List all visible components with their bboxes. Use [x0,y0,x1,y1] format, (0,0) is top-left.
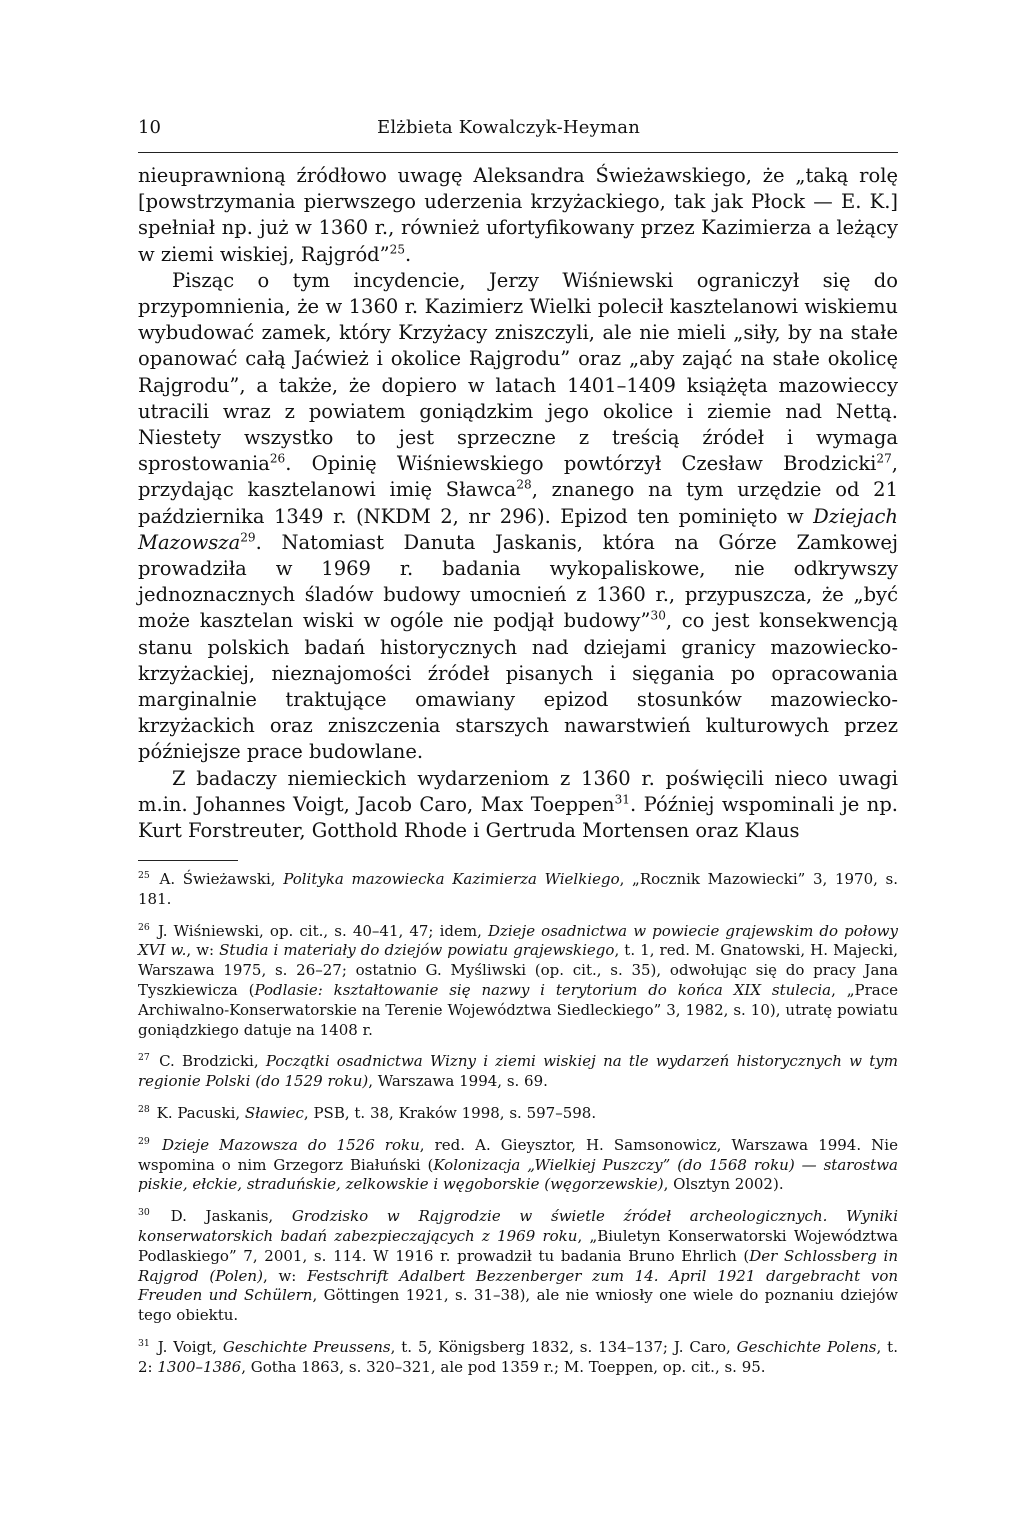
italic-title: Geschichte Preussens [222,1337,391,1356]
footnote-ref-29[interactable]: 29 [240,530,256,545]
italic-title: Polityka mazowiecka Kazimierza Wielkiego [283,870,620,888]
text-run: nieuprawnioną źródłowo uwagę Aleksandra Świeżawskiego, że „taką rolę [powstrzymania pierwszego uderzenia krzyżackiego, tak jak Płock — E. K.] spełniał np. już w 1360 r., również ufortyfikowany przez Kazimierza a leżący w ziemi wiskiej, Rajgród” [138,164,898,266]
italic-title: Dziejach Mazowsza [138,504,898,554]
text-run: J. Voigt, [157,1337,223,1356]
footnote-ref-25[interactable]: 25 [389,242,406,257]
text-run: , przydając kasztelanowi imię Sławca [138,452,898,502]
italic-title: Podlasie: kształtowanie się nazwy i terytorium do końca XIX stulecia [254,980,832,999]
text-run: , w: [186,941,220,960]
text-run: J. Wiśniewski, op. cit., s. 40–41, 47; idem, [157,921,488,940]
footnotes [138,870,898,1390]
italic-title: Dzieje osadnictwa w powiecie grajewskim do połowy XVI w. [138,921,898,960]
footnote-number: 29 [138,1135,150,1147]
text-run: , t. 1, red. M. Gnatowski, H. Majecki, Warszawa 1975, s. 26–27; ostatnio G. Myśliwski (op. cit., s. 35), odwołując się do pracy Jana Tyszkiewicza ( [138,941,898,999]
italic-title: Sławiec [244,1103,304,1122]
footnote-30 [138,1207,898,1326]
text-run: , t. 2: [138,1337,898,1376]
footnote-28 [138,1104,898,1124]
text-run: , red. A. Gieysztor, H. Samsonowicz, Warszawa 1994. Nie wspomina o nim Grzegorz Białuński ( [138,1135,898,1174]
footnote-29 [138,1136,898,1195]
text-run: , Göttingen 1921, s. 31–38), ale nie wniosły one wiele do poznaniu dziejów tego obiektu. [138,1286,899,1325]
footnote-ref-31[interactable]: 31 [614,792,630,807]
text-run: , znanego na tym urzędzie od 21 października 1349 r. (NKDM 2, nr 296). Epizod ten pominięto w [138,478,898,528]
footnote-ref-27[interactable]: 27 [876,451,892,466]
text-run: . Później wspominali je np. Kurt Forstreuter, Gotthold Rhode i Gertruda Mortensen oraz Klaus [138,792,899,843]
text-run: , w: [262,1266,308,1285]
text-run: A. Świeżawski, [159,870,284,888]
paragraph-2 [138,268,898,766]
text-run: , „Rocznik Mazowiecki” 3, 1970, s. 181. [138,870,899,908]
main-text [138,163,898,844]
footnote-27 [138,1052,898,1092]
page-number: 10 [138,117,161,138]
text-run: Pisząc o tym incydencie, Jerzy Wiśniewski ograniczył się do przypomnienia, że w 1360 r. Kazimierz Wielki polecił kasztelanowi wiskiemu wybudować zamek, który Krzyżacy zniszczyli, ale nie mieli „siły, by na stałe opanować całą Jaćwież i okolice Rajgrodu” oraz „aby zająć na stałe okolicę Rajgrodu”, a także, że dopiero w latach 1401–1409 książęta mazowieccy utracili wraz z powiatem goniądzkim jego okolice i ziemie nad Nettą. Niestety wszystko to jest sprzeczne z treścią źródeł i wymaga sprostowania [138,268,898,476]
text-run: , t. 5, Königsberg 1832, s. 134–137; J. Caro, [390,1337,737,1356]
italic-title: Festschrift Adalbert Bezzenberger zum 14. April 1921 dargebracht von Freuden und Schülern [138,1266,899,1305]
footnote-26 [138,922,898,1041]
text-run: C. Brodzicki, [159,1052,266,1071]
footnote-number: 31 [138,1337,150,1349]
text-run: . Natomiast Danuta Jaskanis, która na Górze Zamkowej prowadziła w 1969 r. badania wykopaliskowe, nie odkrywszy jednoznacznych śladów budowy umocnień z 1360 r., przypuszcza, że „być może kasztelan wiski w ogóle nie podjął budowy” [138,530,898,633]
text-run: , PSB, t. 38, Kraków 1998, s. 597–598. [303,1103,597,1122]
text-run: . [405,242,412,266]
text-run: , „Biuletyn Konserwatorski Województwa Podlaskiego” 7, 2001, s. 114. W 1916 r. prowadził tu badania Bruno Ehrlich ( [138,1226,898,1265]
running-head-author: Elżbieta Kowalczyk-Heyman [376,117,640,138]
footnote-ref-30[interactable]: 30 [650,608,666,623]
text-run: , Warszawa 1994, s. 69. [368,1072,548,1091]
footnote-31 [138,1338,898,1378]
header-rule [138,152,898,153]
italic-title: Dzieje Mazowsza do 1526 roku [161,1135,420,1154]
text-run: D. Jaskanis, [170,1207,292,1226]
italic-title: 1300–1386 [157,1357,242,1376]
paragraph-1 [138,163,898,268]
italic-title: Grodzisko w Rajgrodzie w świetle źródeł archeologicznych. Wyniki konserwatorskich badań zabezpieczających z 1969 roku [138,1207,899,1245]
text-run: , Olsztyn 2002). [663,1175,784,1194]
text-run: , Gotha 1863, s. 320–321, ale pod 1359 r.; M. Toeppen, op. cit., s. 95. [241,1357,766,1376]
footnote-ref-26[interactable]: 26 [269,451,286,466]
footnote-number: 25 [138,870,150,881]
footnote-number: 28 [138,1103,150,1115]
footnote-separator [138,860,238,861]
text-run: . Opinię Wiśniewskiego powtórzył Czesław Brodzicki [285,452,877,476]
page-header [138,117,898,147]
italic-title: Początki osadnictwa Wizny i ziemi wiskiej na tle wydarzeń historycznych w tym regionie Polski (do 1529 roku) [138,1052,898,1091]
text-run: Z badaczy niemieckich wydarzeniom z 1360 r. poświęcili nieco uwagi m.in. Johannes Voigt, Jacob Caro, Max Toeppen [138,766,898,816]
italic-title: Der Schlossberg in Rajgrod (Polen) [138,1246,898,1285]
footnote-number: 30 [138,1207,150,1219]
footnote-25 [138,870,898,910]
text-run: , „Prace Archiwalno-Konserwatorskie na Terenie Województwa Siedleckiego” 3, 1982, s. 10), utratę powiatu goniądzkiego datuje na 1408 r. [138,980,898,1039]
paragraph-3 [138,766,898,845]
text-run: , co jest konsekwencją stanu polskich badań historycznych nad dziejami granicy mazowiecko-krzyżackiej, nieznajomości źródeł pisanych i sięgania po opracowania marginalnie traktujące omawiany epizod stosunków mazowiecko-krzyżackich oraz zniszczenia starszych nawarstwień kulturowych przez późniejsze prace budowlane. [138,609,898,764]
footnote-number: 27 [138,1052,150,1064]
footnote-ref-28[interactable]: 28 [516,477,532,492]
italic-title: Geschichte Polens [736,1337,877,1356]
footnote-number: 26 [138,921,150,933]
italic-title: Kolonizacja „Wielkiej Puszczy” (do 1568 roku) — starostwa piskie, ełckie, straduńskie, zelkowskie i węgoborskie (węgorzewskie) [138,1155,898,1194]
italic-title: Studia i materiały do dziejów powiatu grajewskiego [219,941,615,960]
text-run: K. Pacuski, [156,1103,245,1122]
